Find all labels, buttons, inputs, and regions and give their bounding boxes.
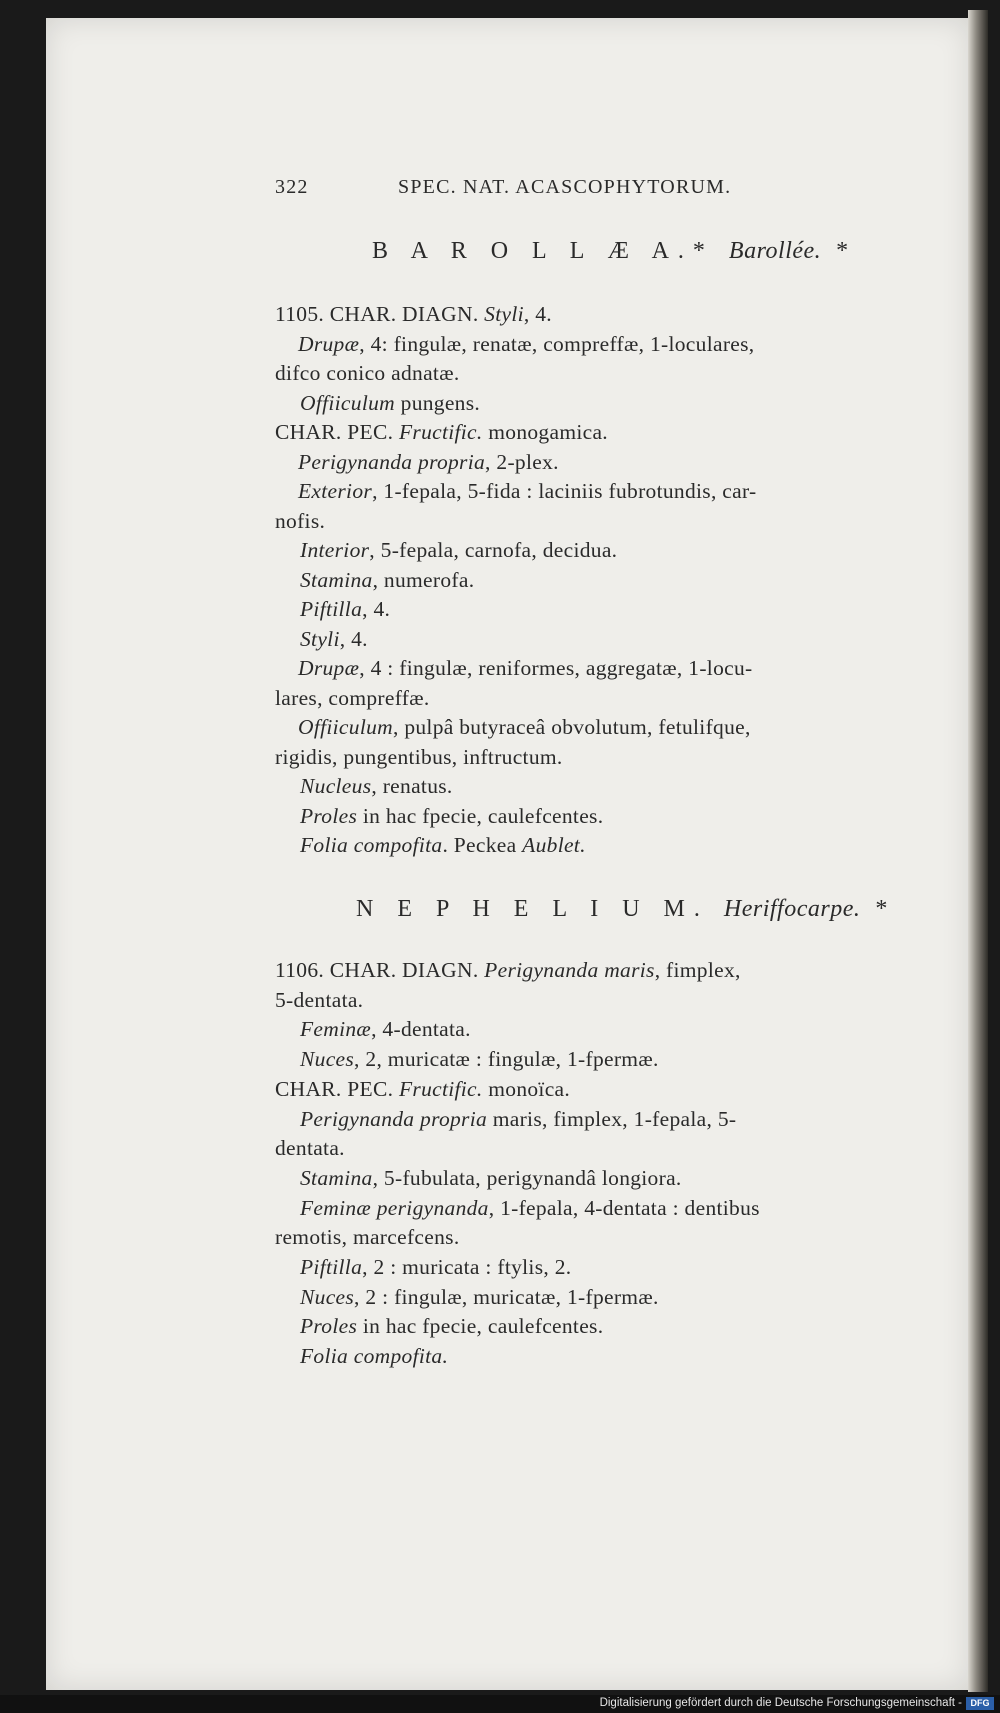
- title-mark: *: [836, 238, 858, 264]
- text-run: in hac fpecie, caulefcentes.: [357, 1314, 604, 1339]
- italic-term: Proles: [300, 803, 358, 828]
- text-run: 1106.: [275, 958, 330, 982]
- text-line: [275, 988, 363, 1013]
- text-line: [300, 568, 474, 593]
- text-line: [300, 1166, 682, 1191]
- text-run: 1105.: [275, 302, 330, 326]
- italic-term: Aublet.: [522, 833, 586, 857]
- italic-term: Nuces: [300, 1047, 355, 1072]
- text-line: [275, 958, 741, 983]
- dfg-logo: DFG: [966, 1697, 994, 1710]
- italic-term: Nucleus: [300, 774, 372, 798]
- text-run: 5-dentata.: [275, 987, 364, 1012]
- text-run: , 1-fepala, 5-fida : laciniis fubrotundis, car-: [372, 479, 757, 503]
- italic-term: Nuces: [300, 1284, 355, 1309]
- text-run: , 2 : muricata : ftylis, 2.: [362, 1255, 572, 1279]
- text-line: [300, 597, 390, 622]
- text-line: [275, 302, 552, 327]
- text-line: [300, 1314, 603, 1339]
- title-french: Barollée.: [728, 238, 822, 264]
- text-run: , 2-plex.: [485, 449, 559, 474]
- text-run: , 4.: [362, 597, 391, 621]
- footer-bar: [0, 1695, 1000, 1713]
- text-run: CHAR. DIAGN.: [329, 302, 485, 326]
- text-run: remotis, marcefcens.: [275, 1225, 460, 1250]
- text-run: , 2 : fingulæ, muricatæ, 1-fpermæ.: [354, 1284, 659, 1309]
- page-number: 322: [275, 176, 309, 198]
- text-line: [275, 1077, 570, 1102]
- text-run: , 4.: [339, 626, 368, 651]
- text-run: , 5-fepala, carnofa, decidua.: [369, 538, 618, 562]
- text-run: CHAR. PEC.: [275, 420, 399, 444]
- section-title-barollaea: [372, 238, 857, 265]
- text-run: CHAR. DIAGN.: [329, 958, 485, 982]
- text-run: nofis.: [275, 508, 326, 533]
- italic-term: Stamina: [300, 567, 373, 592]
- italic-term: Perigynanda maris: [484, 958, 655, 982]
- text-run: , 4: fingulæ, renatæ, compreffæ, 1-loculares,: [359, 331, 755, 356]
- italic-term: Drupæ: [298, 656, 360, 680]
- text-run: maris, fimplex, 1-fepala, 5-: [487, 1106, 737, 1131]
- text-run: , renatus.: [371, 774, 453, 798]
- text-line: [275, 509, 325, 534]
- text-line: [298, 656, 752, 681]
- text-line: [300, 1047, 659, 1072]
- text-line: [300, 1344, 448, 1369]
- title-mark: *: [875, 896, 897, 922]
- text-run: , 2, muricatæ : fingulæ, 1-fpermæ.: [354, 1047, 659, 1072]
- text-run: , fimplex,: [654, 958, 741, 982]
- italic-term: Styli: [300, 626, 340, 651]
- text-run: pungens.: [394, 390, 481, 415]
- text-line: [300, 774, 453, 799]
- text-line: [300, 391, 480, 416]
- italic-term: Offiiculum: [300, 390, 395, 415]
- text-line: [300, 1285, 659, 1310]
- text-line: [300, 538, 617, 563]
- text-run: lares, compreffæ.: [275, 685, 430, 710]
- text-line: [300, 804, 603, 829]
- running-title: SPEC. NAT. ACASCOPHYTORUM.: [398, 176, 732, 198]
- italic-term: Interior: [300, 538, 370, 562]
- italic-term: Folia compofita.: [300, 1344, 449, 1369]
- italic-term: Folia compofita: [300, 833, 443, 857]
- text-line: [275, 361, 460, 386]
- title-caps: B A R O L L Æ A.*: [372, 238, 714, 264]
- footer-credit: Digitalisierung gefördert durch die Deutsche Forschungsgemeinschaft -: [599, 1697, 962, 1709]
- italic-term: Fructific.: [398, 420, 483, 444]
- text-run: , 4-dentata.: [371, 1017, 471, 1042]
- text-line: [300, 627, 368, 652]
- text-run: , 4.: [523, 302, 552, 326]
- text-run: rigidis, pungentibus, inftructum.: [275, 744, 563, 769]
- text-line: [298, 479, 756, 504]
- text-run: , pulpâ butyraceâ obvolutum, fetulifque,: [392, 715, 751, 739]
- italic-term: Styli: [484, 302, 524, 326]
- text-line: [275, 1225, 460, 1250]
- title-caps: N E P H E L I U M.: [356, 896, 709, 922]
- text-line: [275, 745, 563, 770]
- italic-term: Piftilla: [300, 1255, 363, 1279]
- text-run: in hac fpecie, caulefcentes.: [357, 803, 604, 828]
- text-run: , numerofa.: [372, 567, 475, 592]
- italic-term: Stamina: [300, 1165, 373, 1190]
- text-line: [275, 1136, 345, 1161]
- text-line: [275, 420, 608, 445]
- section-title-nephelium: [356, 896, 896, 923]
- italic-term: Exterior: [298, 479, 373, 503]
- italic-term: Perigynanda propria: [298, 449, 486, 474]
- text-run: CHAR. PEC.: [275, 1076, 399, 1101]
- text-run: , 1-fepala, 4-dentata : dentibus: [488, 1195, 760, 1220]
- text-run: , 4 : fingulæ, reniformes, aggregatæ, 1-locu-: [359, 656, 753, 680]
- text-run: difco conico adnatæ.: [275, 361, 460, 385]
- italic-term: Proles: [300, 1314, 358, 1339]
- italic-term: Fructific.: [398, 1076, 483, 1101]
- text-line: [300, 1017, 471, 1042]
- text-line: [275, 686, 430, 711]
- text-line: [298, 332, 754, 357]
- text-line: [298, 450, 559, 475]
- text-line: [300, 1255, 571, 1280]
- text-run: monoïca.: [482, 1076, 571, 1101]
- text-run: . Peckea: [442, 833, 523, 857]
- italic-term: Feminæ perigynanda: [300, 1195, 489, 1220]
- text-line: [298, 715, 751, 740]
- text-line: [300, 1196, 760, 1221]
- text-run: dentata.: [275, 1136, 345, 1161]
- italic-term: Offiiculum: [298, 715, 393, 739]
- text-run: monogamica.: [482, 420, 608, 444]
- italic-term: Piftilla: [300, 597, 363, 621]
- text-line: [300, 1107, 736, 1132]
- italic-term: Feminæ: [300, 1017, 372, 1042]
- text-run: , 5-fubulata, perigynandâ longiora.: [372, 1165, 682, 1190]
- text-line: [300, 833, 586, 858]
- title-french: Heriffocarpe.: [723, 896, 861, 922]
- italic-term: Drupæ: [298, 331, 360, 356]
- italic-term: Perigynanda propria: [300, 1106, 488, 1131]
